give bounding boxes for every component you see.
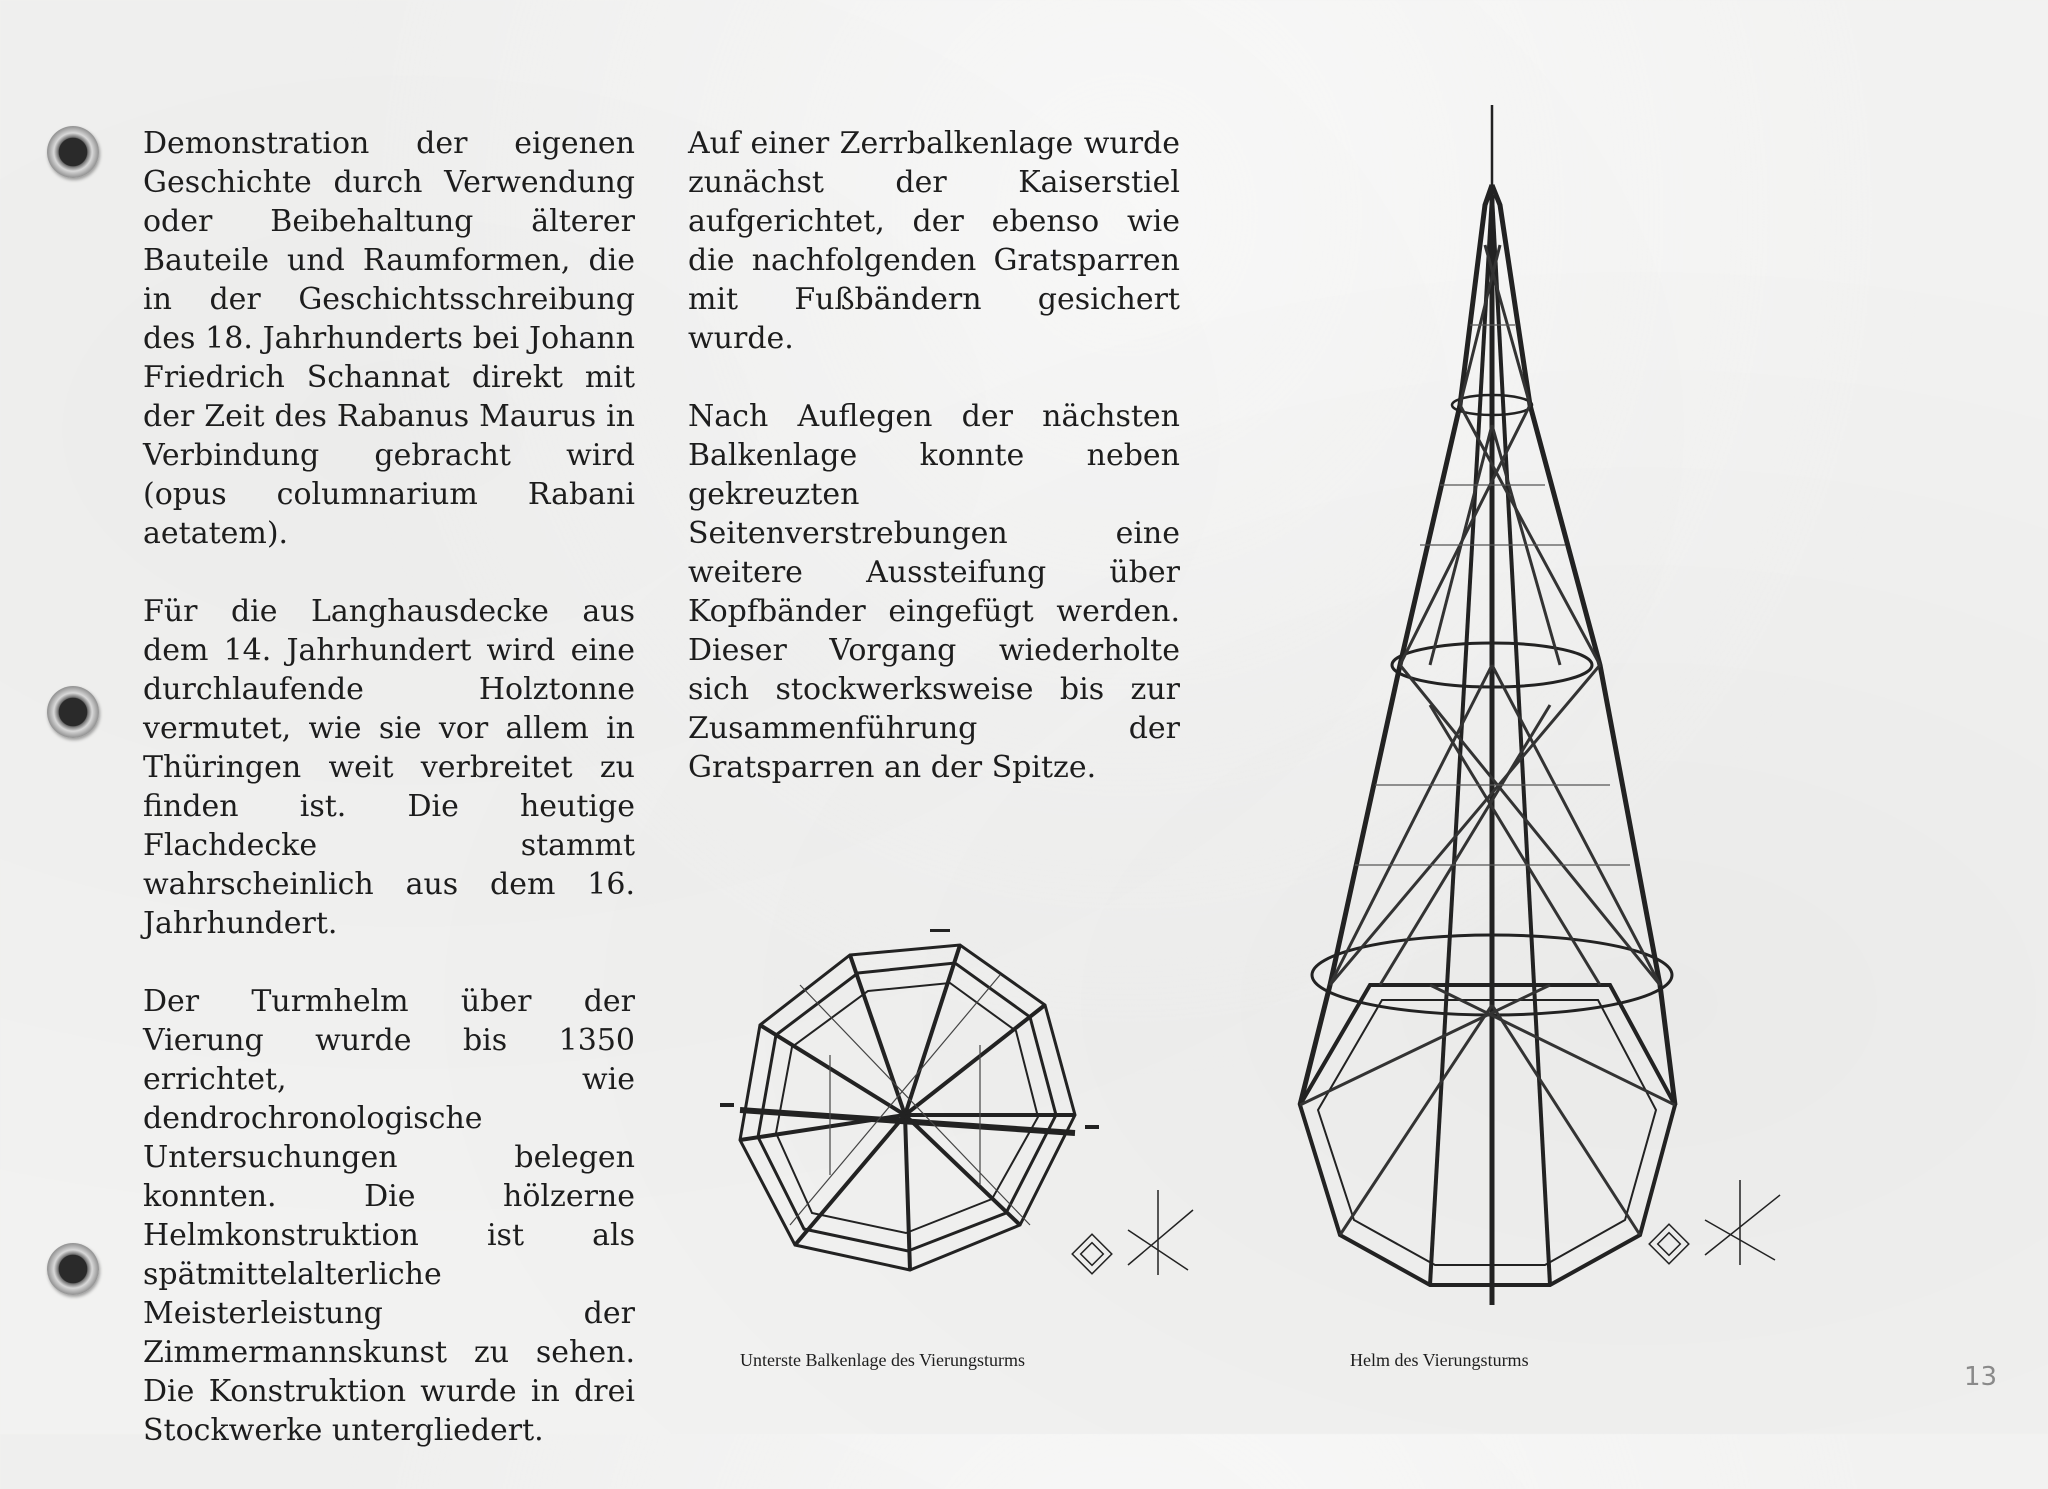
text-column-left (143, 124, 635, 1489)
text-column-right (688, 124, 1180, 826)
orientation-mark-left (1068, 1170, 1208, 1290)
paragraph: Demonstration der eigenen Geschichte durch Verwendung oder Beibehaltung älterer Bauteile und Raumformen, die in der Geschichtsschreibung des 18. Jahrhunderts bei Johann Friedrich Schannat direkt mit der Zeit des Rabanus Maurus in Verbindung gebracht wird (opus columnarium Rabani aetatem). (143, 126, 635, 551)
binder-hole-bottom (47, 1243, 99, 1295)
figure-caption-spire: Helm des Vierungsturms (1350, 1350, 1529, 1370)
paragraph: Der Turmhelm über der Vierung wurde bis 1350 errichtet, wie dendrochronologische Untersuchungen belegen konnten. Die hölzerne Helmkonstruktion ist als spätmittelalterliche Meisterleistung der Zimmermannskunst zu sehen. Die Konstruktion wurde in drei Stockwerke untergliedert. (143, 984, 635, 1448)
paragraph: Auf einer Zerrbalkenlage wurde zunächst der Kaiserstiel aufgerichtet, der ebenso wie die nachfolgenden Gratsparren mit Fußbändern gesichert wurde. (688, 126, 1180, 356)
binder-hole-top (47, 126, 99, 178)
beam-layer-plan-drawing (700, 925, 1120, 1285)
orientation-mark-right (1645, 1160, 1795, 1280)
figure-caption-beam-layer: Unterste Balkenlage des Vierungsturms (740, 1350, 1026, 1370)
binder-hole-middle (47, 686, 99, 738)
paragraph: Für die Langhausdecke aus dem 14. Jahrhundert wird eine durchlaufende Holztonne vermutet, wie sie vor allem in Thüringen weit verbreitet zu finden ist. Die heutige Flachdecke stammt wahrscheinlich aus dem 16. Jahrhundert. (143, 594, 635, 941)
spire-framework-drawing (1280, 105, 1720, 1335)
page-number: 13 (1964, 1362, 1998, 1392)
paragraph: Nach Auflegen der nächsten Balkenlage konnte neben gekreuzten Seitenverstrebungen eine weitere Aussteifung über Kopfbänder eingefügt werden. Dieser Vorgang wiederholte sich stockwerksweise bis zur Zusammenführung der Gratsparren an der Spitze. (688, 399, 1180, 785)
